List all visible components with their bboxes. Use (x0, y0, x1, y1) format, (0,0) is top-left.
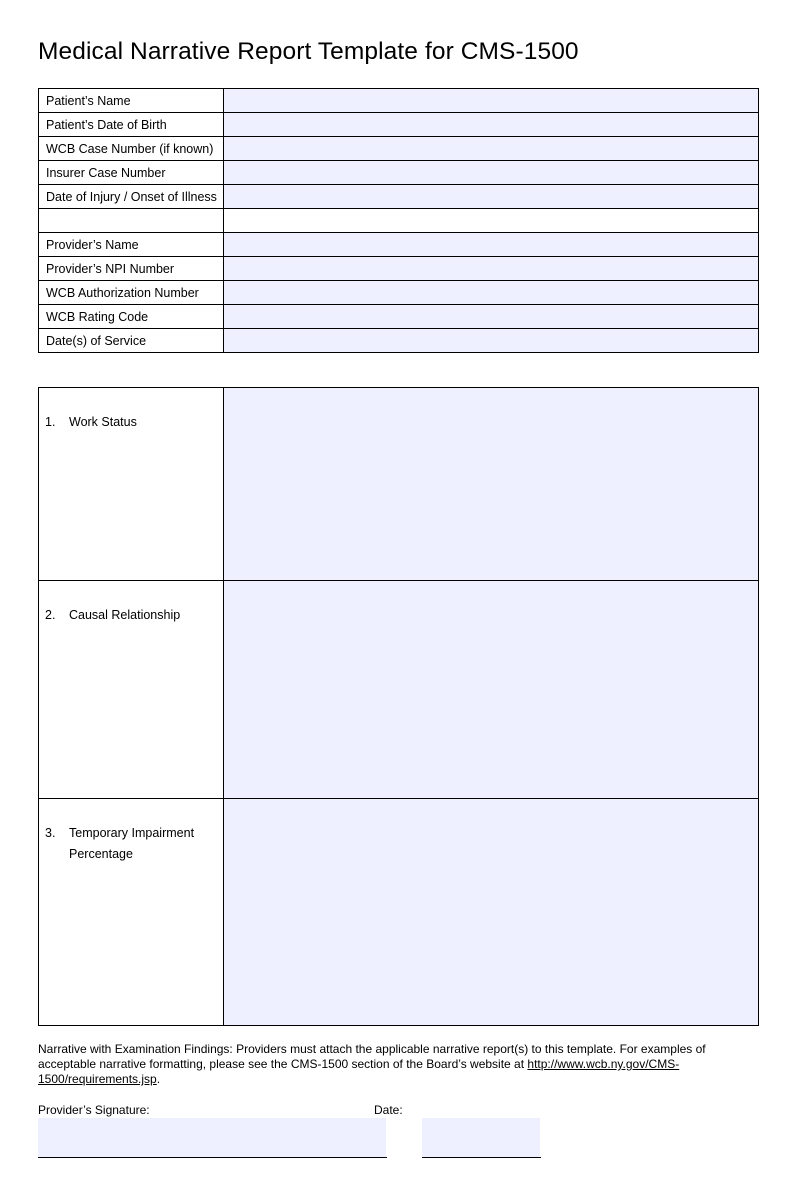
row-label-wcb-case-number: WCB Case Number (if known) (39, 137, 224, 161)
narrative-sections-table (38, 387, 759, 1026)
table-row (39, 257, 759, 281)
section-row (39, 581, 759, 799)
signature-label: Provider’s Signature: (38, 1103, 150, 1117)
table-row (39, 305, 759, 329)
page-title: Medical Narrative Report Template for CMS-1500 (38, 38, 579, 65)
row-label-patient-dob: Patient’s Date of Birth (39, 113, 224, 137)
temporary-impairment-field[interactable] (224, 799, 759, 1026)
section-number: 1. (45, 415, 56, 429)
section-label-causal-relationship (39, 581, 224, 799)
table-row (39, 233, 759, 257)
row-label-insurer-case-number: Insurer Case Number (39, 161, 224, 185)
work-status-field[interactable] (224, 388, 759, 581)
signature-line (38, 1157, 387, 1158)
dates-of-service-field[interactable] (224, 329, 759, 353)
section-title: Temporary Impairment Percentage (69, 826, 195, 861)
section-title: Causal Relationship (69, 608, 181, 622)
row-label-wcb-rating-code: WCB Rating Code (39, 305, 224, 329)
wcb-case-number-field[interactable] (224, 137, 759, 161)
row-label-wcb-authorization: WCB Authorization Number (39, 281, 224, 305)
section-row (39, 799, 759, 1026)
table-row (39, 137, 759, 161)
wcb-authorization-field[interactable] (224, 281, 759, 305)
row-label-date-of-injury: Date of Injury / Onset of Illness (39, 185, 224, 209)
date-line (422, 1157, 541, 1158)
table-row (39, 161, 759, 185)
table-row (39, 209, 759, 233)
insurer-case-number-field[interactable] (224, 161, 759, 185)
table-row (39, 89, 759, 113)
section-number: 3. (45, 826, 56, 840)
date-label: Date: (374, 1103, 403, 1117)
row-label-provider-npi: Provider’s NPI Number (39, 257, 224, 281)
provider-npi-field[interactable] (224, 257, 759, 281)
provider-name-field[interactable] (224, 233, 759, 257)
table-row (39, 329, 759, 353)
signature-date-field[interactable] (422, 1118, 540, 1157)
section-row (39, 388, 759, 581)
table-row (39, 281, 759, 305)
instructions-end: . (156, 1072, 161, 1086)
row-label-provider-name: Provider’s Name (39, 233, 224, 257)
causal-relationship-field[interactable] (224, 581, 759, 799)
patient-dob-field[interactable] (224, 113, 759, 137)
section-number: 2. (45, 608, 56, 622)
wcb-rating-code-field[interactable] (224, 305, 759, 329)
date-of-injury-field[interactable] (224, 185, 759, 209)
row-label-dates-of-service: Date(s) of Service (39, 329, 224, 353)
table-row (39, 185, 759, 209)
row-label-patient-name: Patient’s Name (39, 89, 224, 113)
patient-provider-info-table (38, 88, 759, 353)
cms-1500-requirements-link[interactable]: http://www.wcb.ny.gov/CMS-1500/requirements.jsp (38, 1057, 680, 1086)
section-label-temporary-impairment (39, 799, 224, 1026)
instructions-text: Narrative with Examination Findings: Providers must attach the applicable narrative report(s) to this template. For examples of acceptable narrative formatting, please see the CMS-1500 section of the Board’s website at (38, 1042, 706, 1071)
table-row (39, 113, 759, 137)
provider-signature-field[interactable] (38, 1118, 386, 1157)
patient-name-field[interactable] (224, 89, 759, 113)
blank-row-cell (224, 209, 759, 233)
section-label-work-status (39, 388, 224, 581)
narrative-instructions (38, 1042, 738, 1087)
section-title: Work Status (69, 415, 137, 429)
row-label-blank (39, 209, 224, 233)
